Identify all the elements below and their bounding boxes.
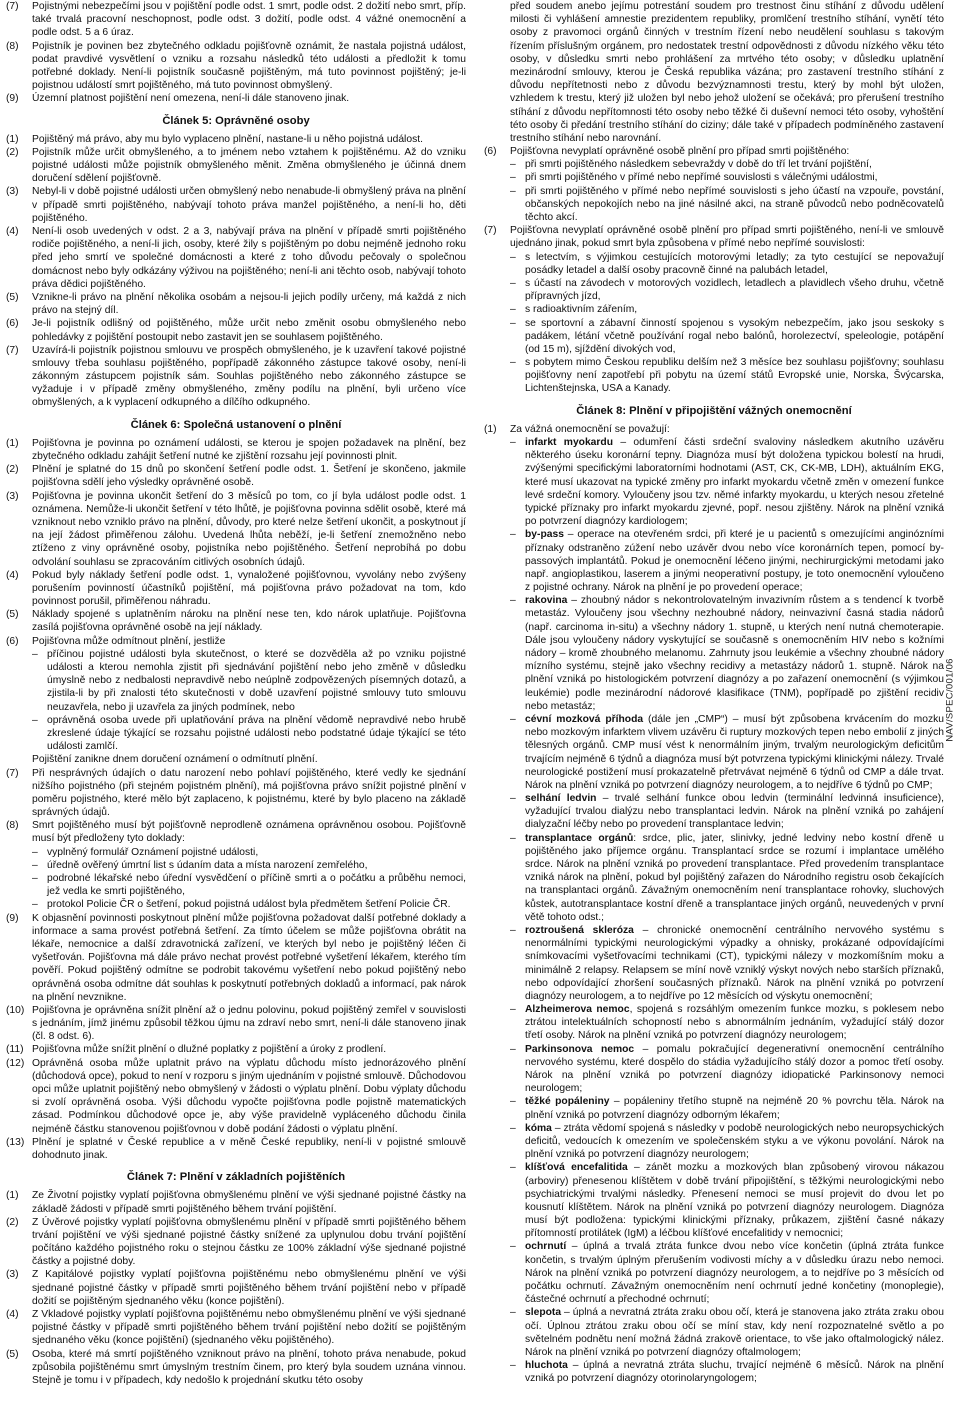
paragraph-text: Vznikne-li právo na plnění několika osobám a nejsou-li jejich podíly určeny, má každá z nich právo na stejný díl. <box>32 291 466 317</box>
paragraph-text: Při nesprávných údajích o datu narození nebo pohlaví pojištěného, které vedly ke sjednání nižšího pojistného (při stejném pojistném plnění), má pojišťovna právo snížit pojistné plnění v poměru pojistného, které mělo být zaplaceno, k pojistnému, které by bylo placeno na základě správných údajů. <box>32 767 466 819</box>
paragraph-number: (10) <box>6 1004 25 1016</box>
bullet-description: podrobné lékařské nebo úřední vysvědčení o příčině smrti a o počátku a průběhu nemoci, jež vedla ke smrti pojištěného, <box>47 873 466 898</box>
paragraph <box>6 133 466 146</box>
bullet-item <box>6 846 466 859</box>
bullet-term: transplantace orgánů <box>525 832 634 844</box>
paragraph-number: (9) <box>6 93 19 105</box>
article-heading: Článek 5: Oprávněné osoby <box>162 114 310 127</box>
paragraph-text: Z Kapitálové pojistky vyplatí pojišťovna pojištěnému nebo obmyšlenému plnění ve výši sjednané pojistné částky v případě smrti pojištěného během trvání pojištění nebo v případě dožití se pojištěným sjednaného věku (konce pojištění). <box>32 1269 466 1307</box>
bullet-text <box>525 317 944 357</box>
paragraph-text: Pojišťovna je povinna po oznámení události, se kterou je spojen požadavek na plnění, bez zbytečného odkladu zahájit šetření nutné ke zjištění rozsahu její povinnosti plnit. <box>32 437 466 462</box>
paragraph-number: (6) <box>6 318 19 330</box>
bullet-text <box>525 185 944 225</box>
paragraph <box>6 608 466 634</box>
bullet-text <box>525 713 944 792</box>
bullet-description: při smrti pojištěného v přímé nebo nepřímé souvislosti s válečnými událostmi, <box>525 172 878 184</box>
bullet-text <box>525 1043 944 1096</box>
paragraph-text: Pojišťovna nevyplatí oprávněné osobě plnění pro případ smrti pojištěného: <box>510 146 850 158</box>
paragraph <box>6 437 466 463</box>
bullet-description: – zánět mozku a mozkových blan způsobený virovou nákazou (arboviry) přenesenou klíštětem v době trvání připojištění, s těžkými neurologickými nebo psychiatrickými trvalými následky. Přenesení nemoci se musí projevit do dvou let po kousnutí klíštětem. Nárok na plnění vzniká po potvrzení diagnózy neurologem. Diagnóza musí být podložena: typickými klinickými příznaky, průkazem, zjištění časné nákazy přítomností protilátek (IgM) a léčbou klíšťové encefalitidy v nemocnici; <box>525 1162 944 1240</box>
right-column <box>484 0 944 1404</box>
bullet-term: hluchota <box>525 1360 568 1372</box>
bullet-term: klíšťová encefalitida <box>525 1162 628 1174</box>
left-column <box>6 0 466 1404</box>
paragraph-text: K objasnění povinnosti poskytnout plnění může pojišťovna požadovat další potřebné doklady a informace a sama provést potřebná šetření. Za tímto účelem se může pojišťovna obrátit na lékaře, nemocnice a další zdravotnická zařízení, ve kterých byl nebo je pojištěný léčen či vyšetřován. Pojišťovna má dále právo nechat provést potřebné vyšetření lékařem, kterého tím pověří. Pokud pojištěný odmítne se podrobit takovému vyšetření nebo pokud pojištěný nebo oprávněná osoba odmítne dát souhlas k poskytnutí potřebných dokladů a informací, pak nárok na plnění nevznikne. <box>32 912 466 1003</box>
paragraph-number: (7) <box>6 1 19 12</box>
bullet-dash: – <box>510 251 516 263</box>
paragraph-number: (7) <box>484 225 497 237</box>
paragraph-text: Pojišťovna je povinna ukončit šetření do 3 měsíců po tom, co jí byla událost podle odst. 1 oznámena. Nemůže-li ukončit šetření v této lhůtě, je pojišťovna povinna sdělit osobě, které má vzniknout nebo vzniklo právo na plnění, důvody, pro které nelze šetření ukončit, a poskytnout jí na její žádost přiměřenou zálohu. Uvedená lhůta neběží, je-li šetření znemožněno nebo ztíženo z viny oprávněné osoby, pojistníka nebo pojištěného. Šetření neprobíhá po dobu odvolání souhlasu se zpracováním citlivých osobních údajů. <box>32 490 466 568</box>
paragraph <box>484 224 944 250</box>
bullet-term: ochrnutí <box>525 1241 567 1253</box>
bullet-description: – úplná a trvalá ztráta funkce dvou nebo více končetin (úplná ztráta funkce končetin, s trvalým úplným přerušením vodivosti míchy a v důsledku úrazu nebo nemoci. Nárok na plnění vzniká po potvrzení diagnózy neurologem, a to nejdříve po 3 měsících od počátku ochrnutí. Závažným onemocněním není ochrnutí jedné končetiny (monoplegie), částečné ochrnutí a přechodné ochrnutí; <box>525 1241 944 1306</box>
bullet-item <box>484 832 944 924</box>
paragraph-text: Z Vkladové pojistky vyplatí pojišťovna pojištěnému nebo obmyšlenému plnění ve výši sjednané pojistné částky v případě smrti pojištěného během trvání pojištění nebo dožití se pojištěným sjednaného věku (konce pojištění) (sjednaného věku pojištěného). <box>32 1309 466 1347</box>
paragraph <box>6 0 466 40</box>
paragraph <box>6 490 466 569</box>
paragraph-number: (4) <box>6 226 19 237</box>
bullet-description: – odumření části srdeční svaloviny následkem akutního uzávěru některého úseku koronární tepny. Diagnóza musí být doložena typickou bolestí na hrudi, zvýšenými specifickými laboratorními hodnotami (AST, CK, CK-MB, LDH), aktuálním EKG, které musí ukazovat na typické změny pro infarkt myokardu včetně změn v omezení funkce levé srdeční komory. Vyloučeny jsou tzv. němé infarkty myokardu, u kterých nesou zřetelné typické příznaky pro infarkt myokardu zjevné, popř. nesou zjištěny. Nárok na plnění vzniká po potvrzení diagnózy kardiologem; <box>525 437 944 528</box>
paragraph-text: Pojišťovna může odmítnout plnění, jestliže <box>32 635 226 647</box>
bullet-dash: – <box>510 1004 516 1016</box>
paragraph-number: (9) <box>6 912 19 924</box>
paragraph <box>6 1043 466 1056</box>
bullet-item <box>484 1095 944 1121</box>
bullet-item <box>484 594 944 713</box>
bullet-item <box>484 1003 944 1043</box>
bullet-dash: – <box>510 1162 516 1174</box>
bullet-term: infarkt myokardu <box>525 437 613 448</box>
bullet-item <box>484 251 944 277</box>
bullet-description: příčinou pojistné události byla skutečnost, o které se dozvěděla až po vzniku pojistné události a kterou nemohla zjistit při sjednávání pojištění nebo jeho změně v důsledku úmyslně nebo z nedbalosti nepravdivě nebo neúplně zodpovězených písemných dotazů, a zjistila-li by při znalosti této skutečnosti v době uzavření pojistné smlouvy tuto smlouvu neuzavřela, nebo ji uzavřela za jiných podmínek, nebo <box>47 648 466 713</box>
paragraph-number: (7) <box>6 344 19 356</box>
bullet-item <box>6 648 466 714</box>
bullet-dash: – <box>510 1122 516 1134</box>
paragraph-text: Pojistnými nebezpečími jsou v pojištění podle odst. 1 smrt, podle odst. 2 dožití nebo smrt, příp. také trvalá pracovní neschopnost, podle odst. 3 dožití, podle odst. 4 vážné onemocnění a podle odst. 5 a 6 úraz. <box>32 1 466 39</box>
paragraph-number: (2) <box>6 1216 19 1228</box>
bullet-item <box>484 1161 944 1240</box>
bullet-item <box>484 528 944 594</box>
paragraph <box>6 1308 466 1348</box>
bullet-dash: – <box>510 172 516 184</box>
paragraph-number <box>6 753 32 766</box>
bullet-text <box>47 898 466 911</box>
bullet-term: kóma <box>525 1122 552 1134</box>
paragraph-number: (8) <box>6 40 19 52</box>
bullet-description: – zhoubný nádor s nekontrolovatelným invazivním růstem a s tendencí k tvorbě metastáz. Vyloučeny jsou všechny nezhoubné nádory, neinvazivní časná stadia nádorů (např. carcinoma in-situ) a všechny nádory 1. stupně, u kterých není nutná chemoterapie. Dále jsou vyloučeny nádory vyskytující se současně s onemocněním HIV nebo s kožními nádory – kromě zhoubného melanomu. Zahrnuty jsou leukémie a všechny zhoubné nádory mízního systému, stejně jako všechny recidivy a metastázy nádorů 1. stupně. Nárok na plnění vzniká po histologickém potvrzení diagnózy a po zařazení onemocnění (s výjimkou leukémie) podle mezinárodní nádorové klasifikace (TNM), popřípadě po zjištění recidiv nebo metastáz; <box>525 595 944 712</box>
bullet-description: s letectvím, s výjimkou cestujících motorovými letadly; za tyto cestující se nepovažují posádky letadel a další osoby pracovně činné na palubách letadel, <box>525 251 944 276</box>
bullet-text <box>525 158 944 171</box>
side-document-code <box>943 650 957 750</box>
bullet-dash: – <box>32 714 38 726</box>
paragraph-text: Není-li osob uvedených v odst. 2 a 3, nabývají práva na plnění v případě smrti pojištěného rodiče pojištěného, a není-li jich, osoby, které žily s pojištěným po dobu nejméně jednoho roku před jeho smrtí ve společné domácnosti a které z toho důvodu pečovaly o společnou domácnost nebo byly odkázány výživou na pojištěného; není-li ani těchto osob, nabývají tohoto práva dědici pojištěného. <box>32 226 466 290</box>
paragraph-number: (6) <box>6 635 19 647</box>
bullet-text <box>47 714 466 754</box>
bullet-dash: – <box>510 1307 516 1319</box>
bullet-term: rakovina <box>525 595 568 607</box>
paragraph-text: Ze Životní pojistky vyplatí pojišťovna obmyšlenému plnění ve výši sjednané pojistné částky na základě žádosti v případě smrti pojištěného během trvání pojištění. <box>32 1190 466 1215</box>
bullet-text <box>525 1003 944 1043</box>
paragraph <box>6 317 466 343</box>
bullet-description: s radioaktivním zářením, <box>525 304 638 316</box>
bullet-item <box>6 859 466 872</box>
bullet-item <box>484 1122 944 1162</box>
bullet-item <box>484 317 944 357</box>
bullet-description: vyplněný formulář Oznámení pojistné události, <box>47 846 259 858</box>
bullet-item <box>6 898 466 911</box>
bullet-dash: – <box>510 793 516 805</box>
paragraph-text: Územní platnost pojištění není omezena, není-li dále stanoveno jinak. <box>32 93 350 105</box>
paragraph <box>6 344 466 410</box>
bullet-dash: – <box>510 159 516 171</box>
right-text-flow <box>484 0 944 1386</box>
bullet-dash: – <box>510 924 516 936</box>
bullet-dash: – <box>32 648 38 660</box>
bullet-term: selhání ledvin <box>525 793 597 805</box>
paragraph <box>6 819 466 845</box>
bullet-description: – popáleniny třetího stupně na nejméně 20 % povrchu těla. Nárok na plnění vzniká po potvrzení diagnózy odborným lékařem; <box>525 1096 944 1121</box>
paragraph <box>6 463 466 489</box>
article-heading: Článek 8: Plnění v připojištění vážných onemocnění <box>576 404 852 417</box>
bullet-dash: – <box>510 1096 516 1108</box>
paragraph <box>6 1136 466 1162</box>
paragraph-number: (4) <box>6 1309 19 1320</box>
bullet-term: roztroušená skleróza <box>525 924 634 936</box>
paragraph-text: Je-li pojistník odlišný od pojištěného, může určit nebo změnit osobu obmyšleného nebo pohledávky z pojištění postoupit nebo zastavit jen se souhlasem pojištěného. <box>32 318 466 343</box>
bullet-text <box>525 528 944 594</box>
paragraph-number: (3) <box>6 1269 19 1281</box>
bullet-description: při smrti pojištěného v přímé nebo nepřímé souvislosti s jeho účastí na vzpouře, povstání, občanských nepokojích nebo na jiné násilné akci, na straně původců nebo podněcovatelů těchto akcí. <box>525 185 944 223</box>
bullet-dash: – <box>32 873 38 884</box>
paragraph-number: (5) <box>6 609 19 621</box>
bullet-item <box>484 713 944 792</box>
paragraph-text: Z Úvěrové pojistky vyplatí pojišťovna obmyšlenému plnění v případě smrti pojištěného během trvání pojištění ve výši sjednané pojistné částky snížené za uplynulou dobu trvání pojištění počítáno každého pojistného roku o stejnou částku ze 100% základní výše sjednané pojistné částky a pojistné doby. <box>32 1216 466 1268</box>
bullet-dash: – <box>510 713 516 725</box>
bullet-text <box>525 924 944 1003</box>
bullet-item <box>484 277 944 303</box>
bullet-description: – ztráta vědomí spojená s následky v podobě neurologických nebo neuropsychických deficitů, vedoucích k omezením ve společenském styku a ve výkonu povolání. Nárok na plnění vzniká po potvrzení diagnózy neurologem; <box>525 1122 944 1161</box>
bullet-dash: – <box>32 859 38 871</box>
paragraph-text: Pojistník může určit obmyšleného, a to jménem nebo vztahem k pojištěnému. Až do vzniku pojistné události může pojistník obmyšleného měnit. Změna obmyšleného je účinná dnem doručení sdělení pojišťovně. <box>32 146 466 185</box>
paragraph-number: (3) <box>6 490 19 502</box>
paragraph <box>6 291 466 317</box>
bullet-term: cévní mozková příhoda <box>525 713 644 725</box>
paragraph <box>6 635 466 648</box>
paragraph-text: Pojištěný má právo, aby mu bylo vyplaceno plnění, nastane-li u něho pojistná událost. <box>32 133 423 145</box>
bullet-text <box>525 1306 944 1359</box>
bullet-dash: – <box>510 1043 516 1055</box>
bullet-description: – operace na otevřeném srdci, při které je u pacientů s omezujícími anginózními příznaky odstraněno zúžení nebo uzávěr dvou nebo více koronárních tepen, pomocí by-passových implantátů. Pokud je onemocnění léčeno jinými, nechirurgickými metodami jako např. angioplastikou, laserem a jinými neoperativní postupy, je toto onemocnění vyloučeno z pojistné ochrany. Nárok na plnění je po provedení operace; <box>525 529 944 594</box>
bullet-dash: – <box>510 357 516 369</box>
bullet-item <box>484 436 944 528</box>
paragraph <box>6 767 466 820</box>
bullet-dash: – <box>510 277 516 289</box>
bullet-description: s pobytem mimo Českou republiku delším než 3 měsíce bez souhlasu pojišťovny; souhlasu pojišťovny není zapotřebí při pobytu na území států Evropské unie, Norska, Švýcarska, Lichtenštejnska, USA a Kanady. <box>525 357 944 395</box>
bullet-dash: – <box>510 185 516 197</box>
bullet-item <box>484 1306 944 1359</box>
paragraph-number: (13) <box>6 1136 25 1148</box>
paragraph-text: Nebyl-li v době pojistné události určen obmyšlený nebo nenabude-li obmyšlený práva na plnění v případě smrti pojištěného, nabývají tohoto práva manžel pojištěného, a není-li ho, děti pojištěného. <box>32 186 466 224</box>
paragraph-number: (11) <box>6 1044 24 1056</box>
paragraph <box>6 1189 466 1215</box>
bullet-description: úředně ověřený úmrtní list s údaním data a místa narození zemřelého, <box>47 859 368 871</box>
paragraph-number: (1) <box>6 133 19 145</box>
paragraph-number: (1) <box>484 423 497 435</box>
paragraph <box>484 145 944 158</box>
bullet-text <box>525 171 944 184</box>
bullet-item <box>484 1043 944 1096</box>
paragraph-text: Uzavírá-li pojistník pojistnou smlouvu ve prospěch obmyšleného, je k uzavření takové pojistné smlouvy třeba souhlasu pojištěného, popřípadě zákonného zástupce takové osoby, není-li zákonným zástupcem pojistník sám. Souhlas pojištěného nebo zákonného zástupce se vyžaduje i v případě změny obmyšleného, změny podílu na plnění, byli určeno více obmyšlených, a k vyplacení odkupného a dílčího odkupného. <box>32 344 466 409</box>
bullet-item <box>484 924 944 1003</box>
bullet-text <box>525 1161 944 1240</box>
bullet-dash: – <box>32 846 38 858</box>
bullet-term: těžké popáleniny <box>525 1096 610 1108</box>
paragraph <box>6 185 466 225</box>
paragraph-text: Za vážná onemocnění se považují: <box>510 423 670 435</box>
article-heading: Článek 7: Plnění v základních pojištěních <box>126 1171 346 1184</box>
paragraph <box>6 225 466 291</box>
bullet-description: (dále jen „CMP“) – musí být způsobena krvácením do mozku nebo mozkovým infarktem vlivem uzávěru či ruptury mozkových tepen nebo embolií z jiných tělesných orgánů. CMP musí vést k nenormálním jiným, trvalým neurologickým deficitům trvajícím nejméně 6 týdnů a diagnóza musí být potvrzena typickými klinickými nálezy. Trvalé neurologické postižení musí prokazatelně přetrvávat nejméně 6 týdnů od CMP a dále trvat. Nárok na plnění vzniká po potvrzení diagnózy neurologem, a to nejdříve 6 týdnů po CMP; <box>525 713 944 791</box>
bullet-text <box>525 1095 944 1121</box>
paragraph <box>6 1348 466 1388</box>
bullet-text <box>525 1359 944 1385</box>
paragraph-text: Plnění je splatné do 15 dnů po skončení šetření podle odst. 1. Šetření je skončeno, jakmile pojišťovna sdělí jeho výsledky oprávněné osobě. <box>32 464 466 489</box>
paragraph-number: (3) <box>6 186 19 198</box>
paragraph-text: Pojištění zanikne dnem doručení oznámení o odmítnutí plnění. <box>32 754 318 766</box>
bullet-text <box>525 303 944 316</box>
bullet-description: – chronické onemocnění centrálního nervového systému s nenormálními typickými neurologickými výpadky a ohnisky, prokázané odpovídajícími snímkovacími vyšetřovacími technikami (CT), typickými nálezy v mozkomíšním moku a minimálně 2 relapsy. Relapsem se míní nově vzniklý výskyt nových nebo starších příznaků, nebo odpovídající zhoršení současných příznaků. Nárok na plnění vzniká po potvrzení diagnózy neurologem, a to nejdříve po 12 měsících od výskytu onemocnění; <box>525 924 944 1002</box>
paragraph-number: (6) <box>484 146 497 158</box>
bullet-text <box>525 1240 944 1306</box>
bullet-text <box>525 792 944 832</box>
paragraph-text: Pojistník je povinen bez zbytečného odkladu pojišťovně oznámit, že nastala pojistná událost, podat pravdivé vysvětlení o vzniku a rozsahu následků této události a předložit k tomu potřebné doklady. Není-li pojistník současně pojištěným, má tuto povinnost pojištěný; je-li pojistnou událostí smrt pojištěného, má tuto povinnost obmyšlený. <box>32 40 466 92</box>
bullet-dash: – <box>510 317 516 329</box>
paragraph-text: Smrt pojištěného musí být pojišťovně neprodleně oznámena oprávněnou osobou. Pojišťovně musí být předloženy tyto doklady: <box>32 820 466 845</box>
bullet-item <box>484 303 944 316</box>
bullet-description: protokol Policie ČR o šetření, pokud pojistná událost byla předmětem šetření Policie ČR. <box>47 899 451 911</box>
bullet-dash: – <box>510 1241 516 1253</box>
bullet-description: oprávněná osoba uvede při uplatňování práva na plnění vědomě nepravdivé nebo hrubě zkreslené údaje týkající se rozsahu pojistné události nebo podstatné údaje týkající se této události zamlčí. <box>47 714 466 753</box>
paragraph-text: Pokud byly náklady šetření podle odst. 1, vynaložené pojišťovnou, vyvolány nebo zvýšeny porušením povinností účastníků pojištění, má pojišťovna právo požadovat na tom, kdo povinnost porušil, přiměřenou náhradu. <box>32 569 466 608</box>
bullet-description: , spojená s rozsáhlým omezením funkce mozku, s poklesem nebo ztrátou intelektuálních schopností nebo s abnormálním jednáním, vyžadující stálý dozor třetí osoby. Nárok na plnění vzniká po potvrzení diagnózy neurologem; <box>525 1004 944 1042</box>
bullet-term: slepota <box>525 1307 562 1319</box>
paragraph <box>6 40 466 93</box>
paragraph-text: Pojišťovna nevyplatí oprávněné osobě plnění pro případ smrti pojištěného, není-li ve smlouvě ujednáno jinak, pokud smrt byla způsobena v přímé nebo nepřímé souvislosti: <box>510 225 944 250</box>
bullet-item <box>484 1240 944 1306</box>
bullet-dash: – <box>510 529 516 541</box>
paragraph <box>6 146 466 186</box>
bullet-text <box>525 251 944 277</box>
paragraph-number: (12) <box>6 1057 25 1069</box>
bullet-description: s účastí na závodech v motorových vozidlech, letadlech a plavidlech všeho druhu, včetně přípravných jízd, <box>525 277 944 303</box>
paragraph-text: Osoba, které má smrtí pojištěného vzniknout právo na plnění, tohoto práva nenabude, pokud způsobila pojištěnému smrt úmyslným trestním činem, pro který byla soudem uznána vinnou. Stejně je tomu i v případech, kdy nedošlo k projednání skutku této osoby <box>32 1348 466 1386</box>
bullet-description: : srdce, plic, jater, slinivky, jedné ledviny nebo kostní dřeně u pojištěného jako příjemce orgánu. Transplantací srdce se rozumí i implantace umělého srdce. Nárok na plnění vzniká po provedení transplantace. Před provedením transplantace vzniká nárok na plnění, pokud byl pojištěný zařazen do Národního registru osob čekajících na transplantaci orgánů. Závažným onemocněním není transplantace rohovky, sluchových kůstek, autotransplantace kostní dřeně a transplantace jiných orgánů, neuvedených v první větě tohoto odst.; <box>525 832 944 923</box>
paragraph <box>484 423 944 436</box>
paragraph <box>6 1004 466 1044</box>
bullet-dash: – <box>510 304 516 316</box>
bullet-text <box>525 436 944 528</box>
bullet-text <box>47 859 466 872</box>
bullet-item <box>484 171 944 184</box>
bullet-term: Parkinsonova nemoc <box>525 1043 635 1055</box>
paragraph <box>6 1057 466 1136</box>
bullet-text <box>525 1122 944 1162</box>
paragraph <box>6 92 466 105</box>
paragraph <box>6 912 466 1004</box>
paragraph-number: (8) <box>6 820 19 832</box>
paragraph-text: Oprávněná osoba může uplatnit právo na výplatu důchodu místo jednorázového plnění (důchodová opce), pokud to není v rozporu s jiným ujednáním v pojistné smlouvě. Důchodovou opci může uplatnit pojištěný nebo obmyšlený v žádosti o výplatu plnění. Dobu výplaty důchodu si zvolí oprávněná osoba. Výši důchodu vypočte pojišťovna podle pojistně matematických zásad. Podmínkou důchodové opce je, aby výše pravidelně vypláceného důchodu činila nejméně částku stanovenou pojišťovnou v době podání žádosti o výplatu plnění. <box>32 1057 466 1135</box>
left-text-flow <box>6 0 466 1387</box>
paragraph-text: Náklady spojené s uplatněním nároku na plnění nese ten, kdo nárok uplatňuje. Pojišťovna zasílá pojišťovna oprávněné osobě na její náklady. <box>32 609 466 634</box>
bullet-description: – úplná a nevratná ztráta zraku obou očí, která je stanovena jako ztráta zraku obou očí. Úplnou ztrátou zraku obou očí se míní stav, kdy není rozpoznatelné světlo a po světelném podnětu není možná žádná zrakově orientace, to vše jako oftalmologický nález. Nárok na plnění vzniká po potvrzení diagnózy oftalmologem; <box>525 1307 944 1358</box>
paragraph <box>6 753 466 766</box>
paragraph-text: Pojišťovna je oprávněna snížit plnění až o jednu polovinu, pokud pojištěný zemřel v souvislosti s jednáním, jímž jinému způsobil těžkou újmu na zdraví nebo smrt, není-li dále stanoveno jinak (čl. 8 odst. 6). <box>32 1004 466 1043</box>
paragraph-text: Pojišťovna může snížit plnění o dlužné poplatky z pojištění a úroky z prodlení. <box>32 1044 387 1056</box>
paragraph-number: (1) <box>6 1190 19 1202</box>
bullet-description: – trvalé selhání funkce obou ledvin (terminální ledvinná insuficience), vyžadující trvalou dialýzu nebo transplantaci ledvin. Nárok na plnění vzniká po zahájení dialyzační léčby nebo po provedení transplantace ledvin; <box>525 793 944 831</box>
bullet-term: Alzheimerova nemoc <box>525 1004 630 1016</box>
paragraph <box>484 0 944 145</box>
bullet-item <box>484 792 944 832</box>
side-code-text: NAV/SPEC/001/06 <box>944 658 956 742</box>
bullet-text <box>47 846 466 859</box>
paragraph-text: Plnění je splatné v České republice a v měně České republiky, není-li v pojistné smlouvě dohodnuto jinak. <box>32 1136 466 1161</box>
bullet-text <box>525 832 944 924</box>
bullet-text <box>47 648 466 714</box>
bullet-item <box>484 1359 944 1385</box>
bullet-text <box>525 277 944 303</box>
bullet-dash: – <box>510 595 516 607</box>
bullet-dash: – <box>510 1360 516 1372</box>
paragraph <box>6 1216 466 1269</box>
bullet-text <box>525 594 944 713</box>
paragraph-number <box>484 0 510 145</box>
bullet-text <box>47 872 466 898</box>
bullet-item <box>484 185 944 225</box>
bullet-item <box>6 872 466 898</box>
bullet-item <box>484 158 944 171</box>
paragraph-text: před soudem anebo jejímu potrestání soudem pro trestnost činu stíhání z důvodu udělení milosti či vyhlášení amnestie prezidentem republiky, promlčení trestního stíhání, vynětí této osoby z pravomoci orgánů činných v trestním řízení nebo neudělení souhlasu s takovým řízením příslušným orgánem, pro nedostatek trestní odpovědnosti z důvodu nízkého věku této osoby, v důsledku smrti nebo prohlášení za mrtvého této osoby; v důsledku uplatnění mezinárodní smlouvy, kterou je Česká republika vázána; pro zastavení trestního stíhání z důvodu nepřítetnosti nebo z důvodu bezvýznamnosti trestu, který by mohl být uložen, vzhledem k trestu, který již uložen byl nebo jehož uložení se očekává; pro přerušení trestního stíhání z důvodu nepřítomnosti této osoby nebo těžké či duševní nemoci této osoby, vyhoštění této osoby či předání trestního stíhání do ciziny; dále také v případech podmíněného zastavení trestního stíhání nebo narovnání. <box>510 1 944 144</box>
bullet-dash: – <box>510 832 516 844</box>
bullet-description: se sportovní a zábavní činností spojenou s vysokým nebezpečím, jako jsou seskoky s padákem, létání včetně používání rogal nebo balónů, horolezectví, speleologie, potápění (od 15 m), sjíždění divokých vod, <box>525 317 944 355</box>
paragraph <box>6 1268 466 1308</box>
paragraph-number: (5) <box>6 1348 19 1360</box>
paragraph-number: (7) <box>6 767 19 779</box>
paragraph <box>6 569 466 609</box>
bullet-dash: – <box>510 437 516 448</box>
bullet-description: – pomalu pokračující degenerativní onemocnění centrálního nervového systému, které dospělo do stádia vyžadujícího stálý dozor a pomoc třetí osoby. Nárok na plnění vzniká po potvrzení diagnózy idiopatické Parkinsonovy nemoci neurologem; <box>525 1043 944 1095</box>
paragraph-number: (2) <box>6 146 19 158</box>
bullet-dash: – <box>32 899 38 911</box>
bullet-text <box>525 356 944 396</box>
bullet-item <box>484 356 944 396</box>
paragraph-number: (5) <box>6 291 19 303</box>
bullet-description: – úplná a nevratná ztráta sluchu, trvající nejméně 6 měsíců. Nárok na plnění vzniká po potvrzení diagnózy otorinolaryngologem; <box>525 1360 944 1385</box>
bullet-description: při smrti pojištěného následkem sebevraždy v době do tří let trvání pojištění, <box>525 159 872 171</box>
paragraph-number: (1) <box>6 437 19 449</box>
bullet-term: by-pass <box>525 529 564 541</box>
paragraph-number: (2) <box>6 464 19 476</box>
paragraph-number: (4) <box>6 569 19 581</box>
article-heading: Článek 6: Společná ustanovení o plnění <box>130 418 342 431</box>
bullet-item <box>6 714 466 754</box>
